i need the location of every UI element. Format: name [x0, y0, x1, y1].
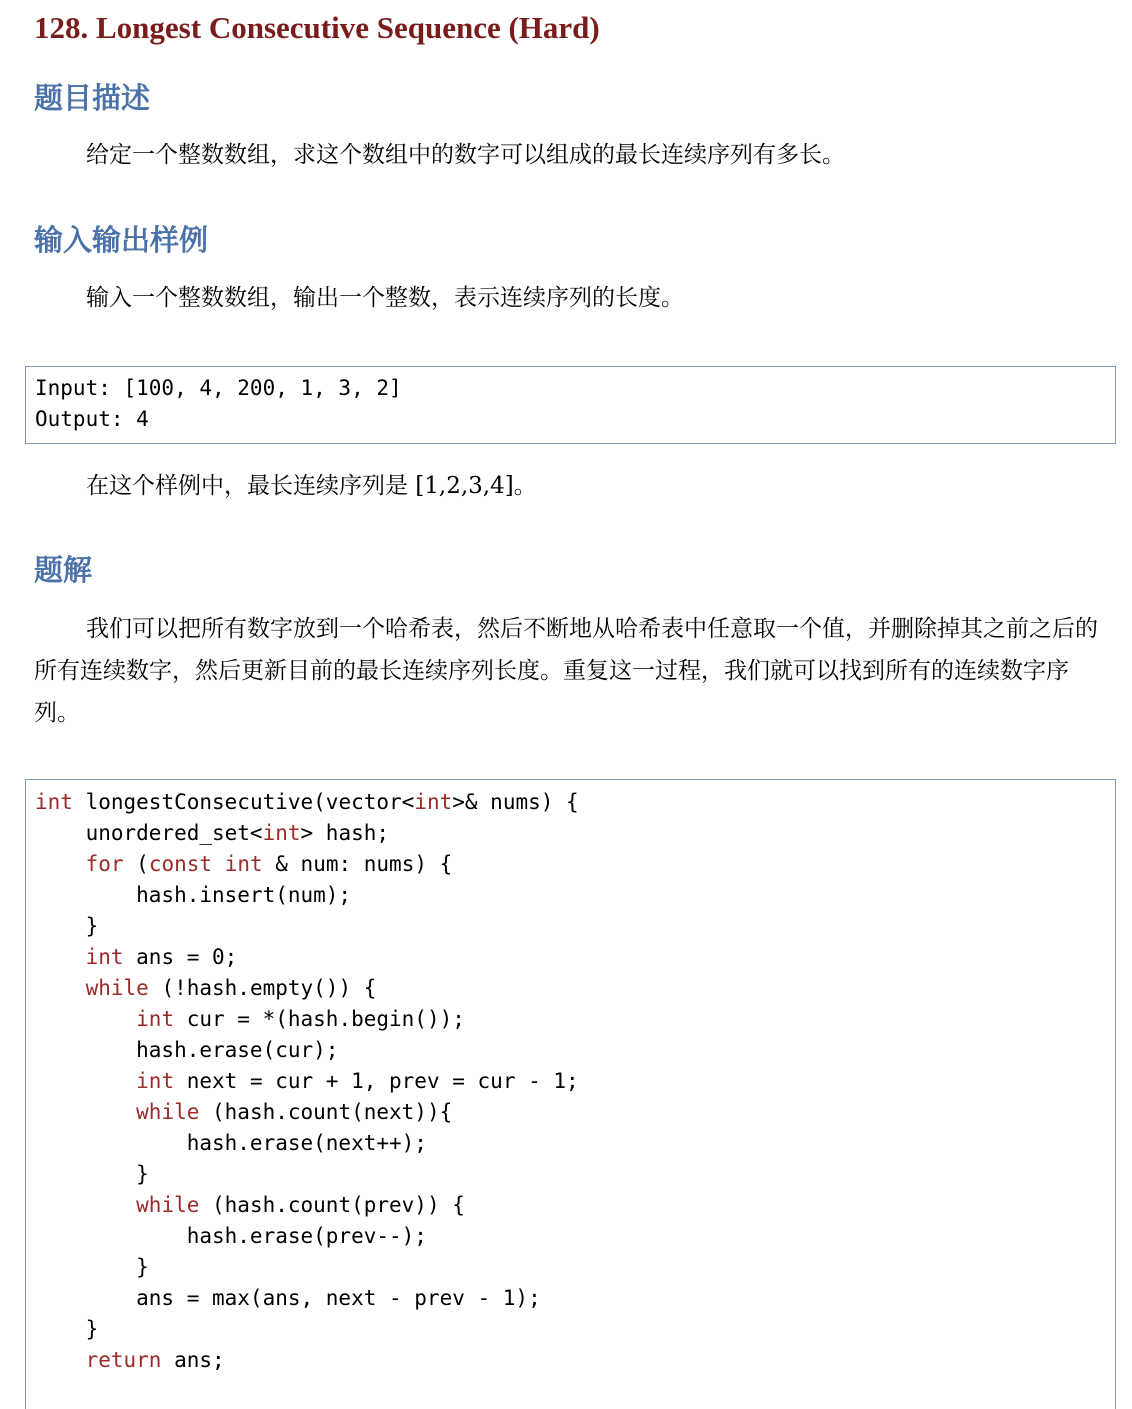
code-text: unordered_set<: [35, 821, 263, 845]
code-text: > hash;: [300, 821, 390, 845]
code-line: [26, 942, 1115, 973]
sample-note-paragraph: 在这个样例中，最长连续序列是 [1,2,3,4]。: [86, 473, 537, 499]
code-keyword: while: [136, 1100, 200, 1124]
code-text: [35, 945, 86, 969]
code-line: [26, 818, 1115, 849]
code-line: [26, 880, 1115, 911]
code-text: ans;: [161, 1348, 225, 1372]
code-text: [35, 1100, 136, 1124]
code-text: (!hash.empty()) {: [148, 976, 377, 1000]
code-text: [35, 1348, 86, 1372]
code-text: }: [35, 914, 99, 938]
section-heading-description: 题目描述: [34, 81, 151, 115]
code-text: & num: nums) {: [262, 852, 453, 876]
section-heading-io: 输入输出样例: [34, 223, 209, 257]
code-text: [35, 1193, 136, 1217]
code-line: [26, 1252, 1115, 1283]
code-keyword: int: [136, 1069, 175, 1093]
code-line: [26, 1035, 1115, 1066]
code-keyword: for: [85, 852, 124, 876]
code-line: [26, 973, 1115, 1004]
code-text: cur = *(hash.begin());: [174, 1007, 465, 1031]
code-keyword: while: [136, 1193, 200, 1217]
code-text: hash.erase(next++);: [35, 1131, 427, 1155]
problem-title: 128. Longest Consecutive Sequence (Hard): [34, 10, 600, 45]
code-text: hash.erase(cur);: [35, 1038, 339, 1062]
code-keyword: const: [148, 852, 213, 876]
section-heading-solution: 题解: [34, 553, 93, 587]
code-line: [26, 1004, 1115, 1035]
code-text: (hash.count(next)){: [199, 1100, 453, 1124]
code-text: hash.erase(prev--);: [35, 1224, 427, 1248]
code-text: [35, 976, 86, 1000]
code-block: [26, 787, 1115, 1376]
code-keyword: int: [35, 790, 73, 814]
code-keyword: int: [414, 790, 453, 814]
code-text: [35, 1069, 136, 1093]
code-keyword: int: [224, 852, 263, 876]
code-text: [212, 852, 225, 876]
code-text: longestConsecutive(vector<: [72, 790, 415, 814]
code-line: [26, 1314, 1115, 1345]
code-text: next = cur + 1, prev = cur - 1;: [174, 1069, 579, 1093]
code-keyword: int: [262, 821, 301, 845]
sample-output-line: Output: 4: [35, 407, 149, 431]
sample-code-box: [25, 366, 1116, 444]
description-paragraph: 给定一个整数数组，求这个数组中的数字可以组成的最长连续序列有多长。: [86, 142, 845, 168]
code-text: ans = max(ans, next - prev - 1);: [35, 1286, 541, 1310]
solution-code-box: [25, 779, 1116, 1409]
code-text: (: [123, 852, 149, 876]
code-line: [26, 1097, 1115, 1128]
code-text: (hash.count(prev)) {: [199, 1193, 465, 1217]
code-line: [26, 1159, 1115, 1190]
code-keyword: int: [85, 945, 124, 969]
code-line: [26, 1190, 1115, 1221]
code-line: [26, 787, 1115, 818]
code-text: }: [35, 1255, 149, 1279]
code-line: [26, 911, 1115, 942]
code-text: }: [35, 1162, 149, 1186]
code-text: [35, 852, 86, 876]
code-line: [26, 1066, 1115, 1097]
code-line: [26, 1283, 1115, 1314]
sample-input-line: Input: [100, 4, 200, 1, 3, 2]: [35, 376, 402, 400]
code-line: [26, 849, 1115, 880]
io-paragraph: 输入一个整数数组，输出一个整数，表示连续序列的长度。: [86, 285, 684, 311]
code-keyword: while: [85, 976, 149, 1000]
code-text: [35, 1007, 136, 1031]
code-keyword: int: [136, 1007, 175, 1031]
code-text: ans = 0;: [123, 945, 238, 969]
code-line: [26, 1128, 1115, 1159]
code-line: [26, 1345, 1115, 1376]
code-text: }: [35, 1317, 99, 1341]
code-text: >& nums) {: [452, 790, 579, 814]
code-line: [26, 1221, 1115, 1252]
code-keyword: return: [85, 1348, 162, 1372]
code-text: hash.insert(num);: [35, 883, 352, 907]
solution-paragraph: 我们可以把所有数字放到一个哈希表，然后不断地从哈希表中任意取一个值，并删除掉其之前之后的所有连续数字，然后更新目前的最长连续序列长度。重复这一过程，我们就可以找到所有的连续数字序列。: [34, 616, 1098, 726]
